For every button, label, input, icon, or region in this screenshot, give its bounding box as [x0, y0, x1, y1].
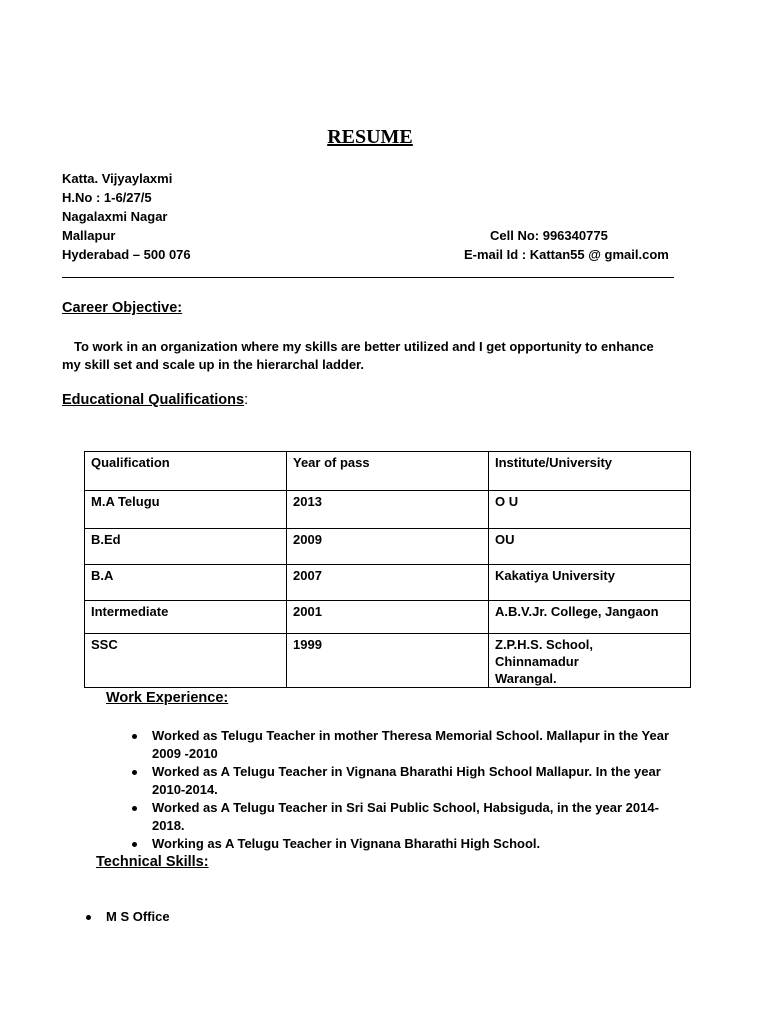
work-experience-item-text: Worked as A Telugu Teacher in Vignana Bharathi High School Mallapur. In the year 2010-2014. [152, 764, 661, 797]
table-row [85, 529, 691, 565]
qualification-cell: SSC [85, 634, 287, 688]
work-experience-item-text: Worked as Telugu Teacher in mother Theresa Memorial School. Mallapur in the Year 2009 -2010 [152, 728, 670, 761]
contact-email: E-mail Id : Kattan55 @ gmail.com [464, 247, 669, 262]
technical-skills-heading-text: Technical Skills: [96, 854, 209, 870]
qualification-cell: B.A [85, 565, 287, 601]
contact-house: H.No : 1-6/27/5 [62, 190, 152, 205]
table-row [85, 565, 691, 601]
institute-cell [489, 529, 691, 565]
institute-line: OU [495, 532, 515, 547]
qualification-cell: Intermediate [85, 601, 287, 634]
institute-cell [489, 601, 691, 634]
institute-line: Chinnamadur [495, 654, 579, 669]
contact-name: Katta. Vijyaylaxmi [62, 171, 173, 186]
table-header-cell: Qualification [85, 452, 287, 491]
bullet-icon [132, 806, 137, 811]
qualification-cell: M.A Telugu [85, 491, 287, 529]
work-experience-heading-text: Work Experience: [106, 690, 229, 706]
technical-skills-list [84, 908, 384, 926]
year-cell: 2007 [287, 565, 489, 601]
header-divider [62, 277, 674, 278]
bullet-icon [132, 842, 137, 847]
career-objective-heading-text: Career Objective: [62, 300, 183, 316]
table-header-cell: Institute/University [489, 452, 691, 491]
contact-city: Hyderabad – 500 076 [62, 247, 191, 262]
contact-area: Mallapur [62, 228, 116, 243]
table-header-row [85, 452, 691, 491]
resume-title: RESUME [327, 126, 413, 148]
qualification-cell: B.Ed [85, 529, 287, 565]
contact-cell: Cell No: 996340775 [490, 228, 608, 243]
technical-skills-heading [96, 854, 209, 870]
career-objective-heading [62, 300, 182, 316]
bullet-icon [132, 770, 137, 775]
institute-cell [489, 491, 691, 529]
table-row [85, 634, 691, 688]
career-objective-text: To work in an organization where my skills are better utilized and I get opportunity to enhance my skill set and scale up in the hierarchal ladder. [62, 339, 654, 372]
contact-street: Nagalaxmi Nagar [62, 209, 168, 224]
institute-line: Warangal. [495, 671, 557, 686]
work-experience-item [130, 763, 678, 799]
work-experience-item-text: Worked as A Telugu Teacher in Sri Sai Public School, Habsiguda, in the year 2014-2018. [152, 800, 659, 833]
work-experience-item [130, 727, 678, 763]
institute-line: Z.P.H.S. School, [495, 637, 594, 652]
work-experience-item [130, 799, 678, 835]
institute-line: Kakatiya University [495, 568, 615, 583]
table-header-cell: Year of pass [287, 452, 489, 491]
technical-skill-item-text: M S Office [106, 909, 170, 924]
institute-cell [489, 565, 691, 601]
year-cell: 2009 [287, 529, 489, 565]
bullet-icon [86, 915, 91, 920]
education-heading-colon: : [244, 392, 249, 408]
education-heading-text: Educational Qualifications [62, 392, 245, 408]
year-cell: 1999 [287, 634, 489, 688]
institute-cell [489, 634, 691, 688]
work-experience-item-text: Working as A Telugu Teacher in Vignana Bharathi High School. [152, 836, 541, 851]
technical-skill-item [84, 908, 384, 926]
table-row [85, 491, 691, 529]
year-cell: 2001 [287, 601, 489, 634]
institute-line: A.B.V.Jr. College, Jangaon [495, 604, 659, 619]
work-experience-heading [106, 690, 228, 706]
institute-line: O U [495, 494, 519, 509]
table-row [85, 601, 691, 634]
bullet-icon [132, 734, 137, 739]
year-cell: 2013 [287, 491, 489, 529]
education-table [84, 451, 691, 688]
education-heading [62, 392, 248, 408]
work-experience-item [130, 835, 678, 853]
work-experience-list [130, 727, 678, 853]
